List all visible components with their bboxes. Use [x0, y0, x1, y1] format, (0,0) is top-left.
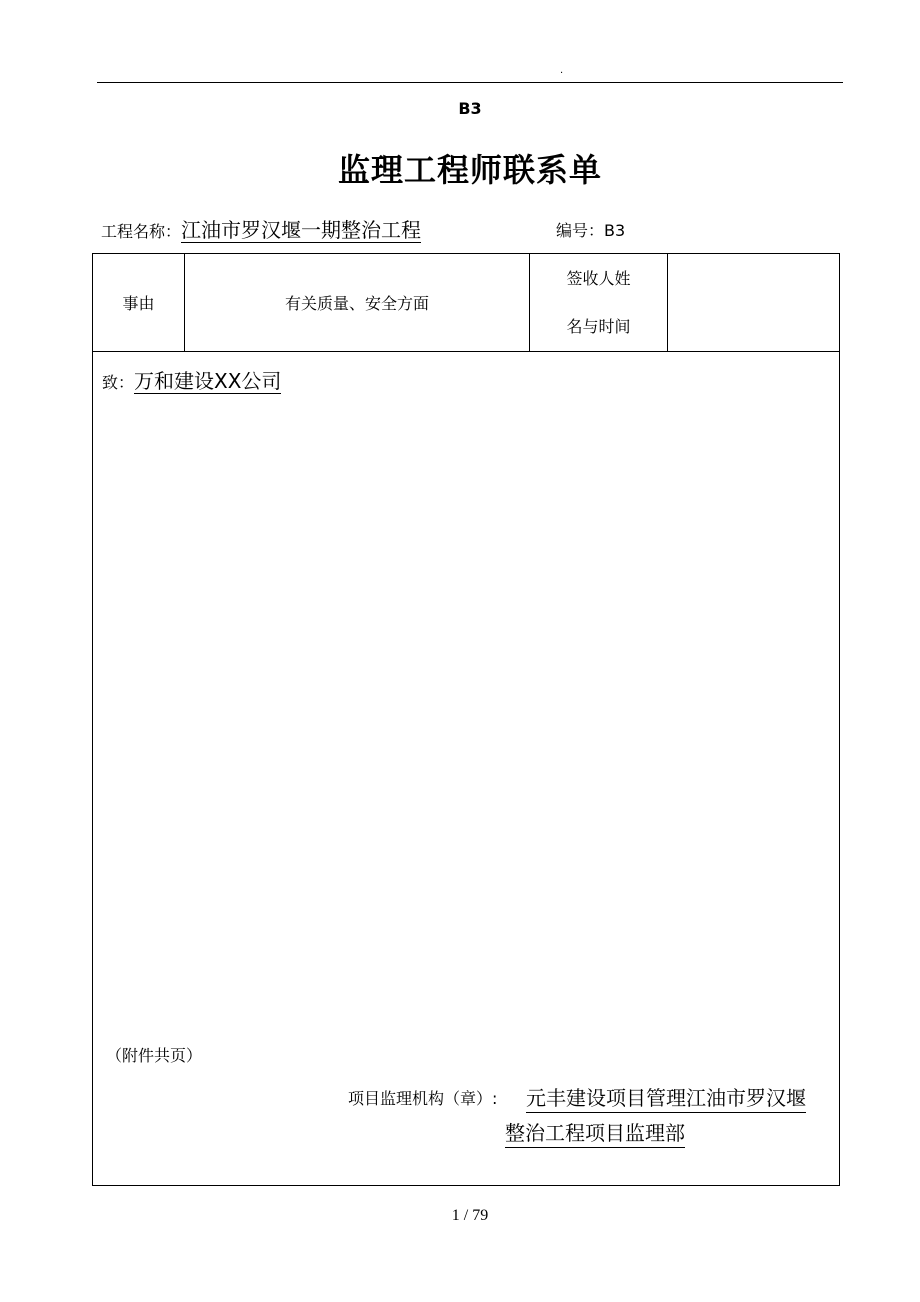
addressee-label: 致：	[102, 373, 135, 392]
document-title: 监理工程师联系单	[337, 151, 602, 189]
signer-value-cell	[668, 254, 839, 351]
signer-label-line2: 名与时间	[566, 316, 631, 336]
supervision-org-value-line2: 整治工程项目监理部	[505, 1119, 685, 1148]
project-name-value: 江油市罗汉堰一期整治工程	[181, 218, 422, 242]
subject-value-cell	[185, 254, 530, 351]
project-name-label: 工程名称：	[101, 222, 182, 241]
signer-label-cell	[530, 254, 668, 351]
subject-label-cell	[93, 254, 185, 351]
subject-label: 事由	[122, 294, 155, 313]
attachment-note: （附件共页）	[106, 1046, 203, 1065]
form-code: B3	[458, 99, 482, 118]
header-rule	[97, 82, 843, 83]
addressee-line	[102, 369, 281, 396]
page-number: 1 / 79	[451, 1207, 489, 1224]
form-number-value: B3	[604, 221, 626, 240]
subject-value: 有关质量、安全方面	[284, 294, 429, 313]
addressee-value: 万和建设XX公司	[134, 369, 282, 393]
signer-label-line1: 签收人姓	[566, 268, 631, 288]
form-number-row	[556, 218, 625, 244]
form-number-label: 编号：	[556, 221, 605, 240]
supervision-org-value-line1: 元丰建设项目管理江油市罗汉堰	[526, 1084, 806, 1113]
supervision-org-label: 项目监理机构（章）:	[348, 1089, 498, 1108]
form-table	[92, 253, 840, 1186]
project-name-row	[101, 218, 421, 244]
header-dot: .	[560, 65, 564, 76]
subject-row	[93, 254, 839, 352]
